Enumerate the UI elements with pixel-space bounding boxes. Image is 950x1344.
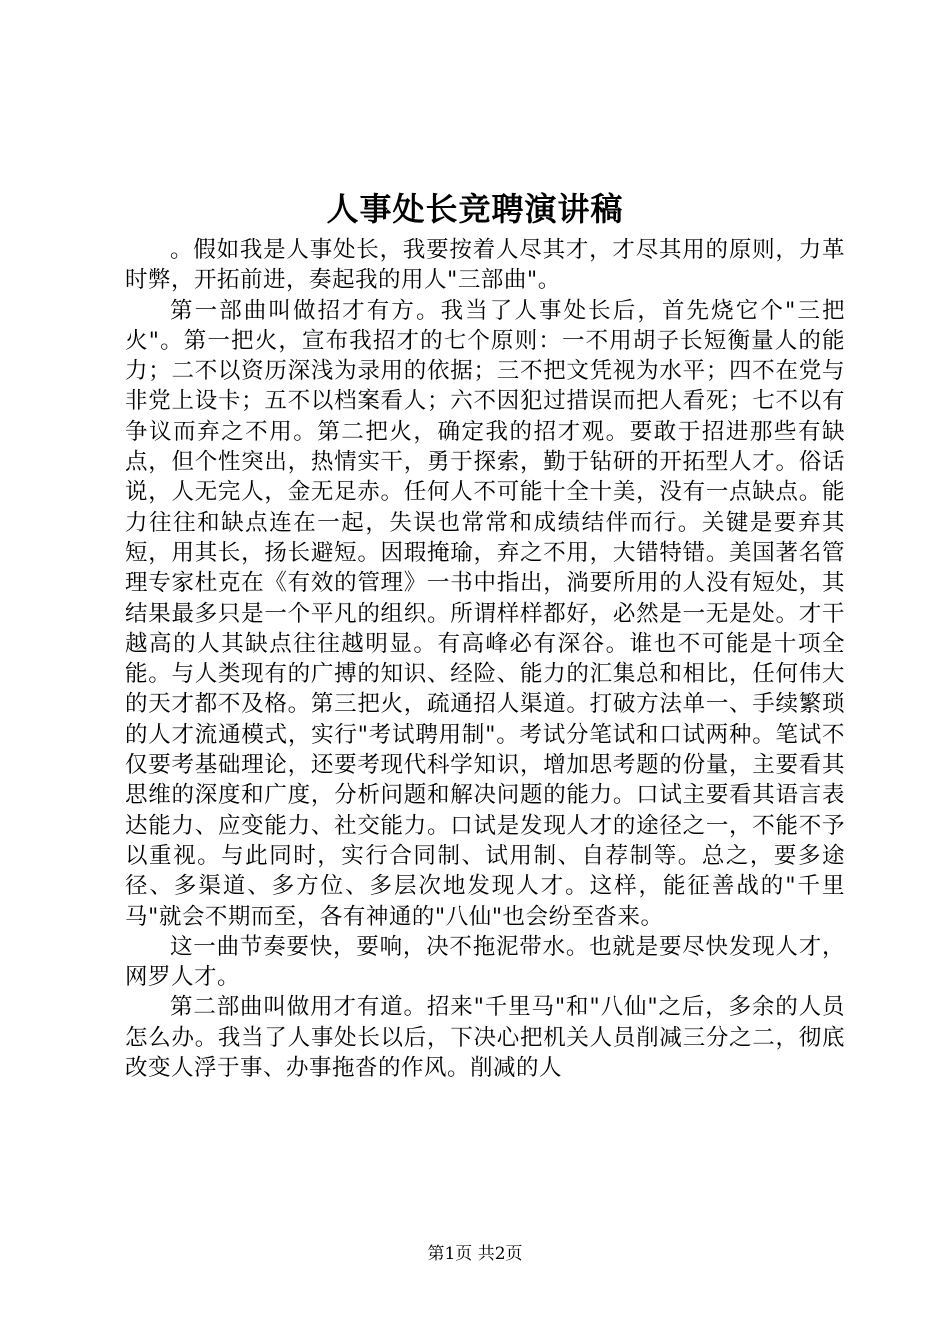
paragraph: 第二部曲叫做用才有道。招来"千里马"和"八仙"之后，多余的人员怎么办。我当了人事处长以后，下决心把机关人员削减三分之二，彻底改变人浮于事、办事拖沓的作风。削减的人 bbox=[125, 994, 845, 1082]
paragraph: 这一曲节奏要快，要响，决不拖泥带水。也就是要尽快发现人才，网罗人才。 bbox=[125, 933, 845, 991]
page-number-footer: 第1页 共2页 bbox=[427, 1244, 523, 1264]
document-title: 人事处长竞聘演讲稿 bbox=[326, 190, 624, 228]
paragraph: 第一部曲叫做招才有方。我当了人事处长后，首先烧它个"三把火"。第一把火，宣布我招才的七个原则：一不用胡子长短衡量人的能力；二不以资历深浅为录用的依据；三不把文凭视为水平；四不在党与非党上设卡；五不以档案看人；六不因犯过措误而把人看死；七不以有争议而弃之不用。第二把火，确定我的招才观。要敢于招进那些有缺点，但个性突出，热情实干，勇于探索，勤于钻研的开拓型人才。俗话说，人无完人，金无足赤。任何人不可能十全十美，没有一点缺点。能力往往和缺点连在一起，失误也常常和成绩结伴而行。关键是要弃其短，用其长，扬长避短。因瑕掩瑜，弃之不用，大错特错。美国著名管理专家杜克在《有效的管理》一书中指出，淌要所用的人没有短处，其结果最多只是一个平凡的组织。所谓样样都好，必然是一无是处。才干越高的人其缺点往往越明显。有高峰必有深谷。谁也不可能是十项全能。与人类现有的广搏的知识、经险、能力的汇集总和相比，任何伟大的天才都不及格。第三把火，疏通招人渠道。打破方法单一、手续繁琐的人才流通模式，实行"考试聘用制"。考试分笔试和口试两种。笔试不仅要考基础理论，还要考现代科学知识，增加思考题的份量，主要看其思维的深度和广度，分析问题和解决问题的能力。口试主要看其语言表达能力、应变能力、社交能力。口试是发现人才的途径之一，不能不予以重视。与此同时，实行合同制、试用制、自荐制等。总之，要多途径、多渠道、多方位、多层次地发现人才。这样，能征善战的"千里马"就会不期而至，各有神通的"八仙"也会纷至沓来。 bbox=[125, 297, 845, 930]
paragraph: 。假如我是人事处长，我要按着人尽其才，才尽其用的原则，力革时弊，开拓前进，奏起我的用人"三部曲"。 bbox=[125, 237, 845, 294]
document-body bbox=[125, 235, 845, 1083]
